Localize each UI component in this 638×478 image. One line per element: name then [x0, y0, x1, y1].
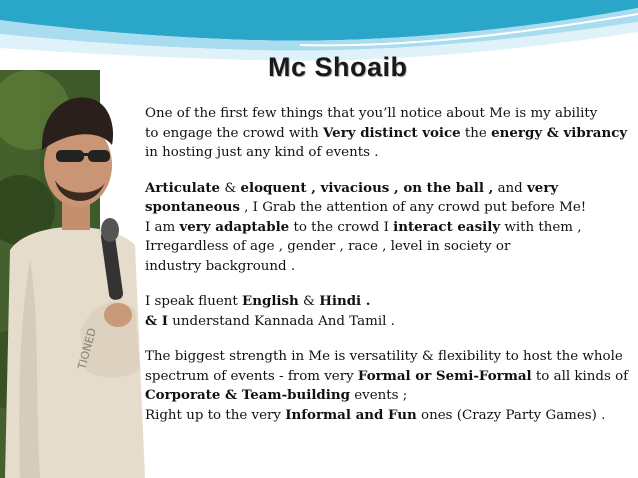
slide-title: Mc Shoaib: [268, 52, 408, 82]
bold-text: & I: [145, 312, 169, 329]
paragraph: [145, 104, 635, 163]
bold-text: Hindi .: [319, 293, 371, 309]
text-run: to the crowd I: [289, 219, 394, 235]
bold-text: interact easily: [393, 218, 501, 235]
text-run: I speak fluent: [145, 294, 243, 309]
text-line: [145, 347, 635, 367]
bold-text: Informal and Fun: [285, 406, 417, 423]
person-photo: [0, 70, 152, 478]
text-line: [145, 179, 635, 199]
svg-text:TIONED: TIONED: [75, 326, 99, 371]
text-line: [145, 198, 635, 218]
text-run: &: [298, 294, 320, 309]
bold-text: Very distinct voice: [323, 124, 461, 141]
text-line: [145, 292, 635, 312]
text-run: understand Kannada And Tamil .: [168, 313, 395, 329]
text-run: One of the first few things that you’ll notice about Me is my ability: [145, 106, 598, 121]
text-run: in hosting just any kind of events .: [145, 145, 379, 160]
paragraph: [145, 347, 635, 425]
bold-text: very adaptable: [179, 218, 290, 235]
text-run: , I Grab the attention of any crowd put before Me!: [239, 200, 587, 215]
text-line: [145, 124, 635, 144]
bold-text: Articulate: [145, 179, 221, 196]
text-line: [145, 257, 635, 277]
text-run: events ;: [349, 388, 408, 403]
text-run: Irregardless of age , gender , race , level in society or: [145, 239, 511, 254]
text-run: spectrum of events - from very: [145, 368, 358, 384]
text-line: [145, 406, 635, 426]
paragraph: [145, 179, 635, 277]
bold-text: Formal or Semi-Formal: [357, 367, 532, 384]
bold-text: Corporate & Team-building: [145, 387, 350, 403]
text-run: Right up to the very: [145, 407, 286, 423]
paragraph: [145, 292, 635, 331]
text-run: to all kinds of: [531, 368, 629, 384]
text-line: [145, 143, 635, 163]
text-run: I am: [145, 219, 180, 235]
text-line: [145, 237, 635, 257]
text-line: [145, 386, 635, 406]
text-run: with them ,: [500, 219, 582, 235]
text-run: to engage the crowd with: [145, 125, 324, 141]
text-run: and: [493, 180, 528, 196]
text-run: the: [460, 125, 492, 141]
text-line: [145, 104, 635, 124]
text-line: [145, 218, 635, 238]
text-run: industry background .: [145, 258, 296, 274]
bold-text: very: [527, 179, 559, 196]
bold-text: spontaneous: [145, 199, 240, 215]
text-run: The biggest strength in Me is versatility & flexibility to host the whole: [145, 349, 623, 364]
bold-text: eloquent , vivacious , on the ball ,: [240, 179, 494, 196]
text-run: ones (Crazy Party Games) .: [416, 407, 606, 423]
slide-body: [145, 104, 635, 441]
text-line: [145, 367, 635, 387]
text-run: &: [220, 180, 241, 196]
bold-text: English: [242, 293, 299, 309]
text-line: [145, 312, 635, 332]
bold-text: energy & vibrancy: [491, 124, 628, 141]
